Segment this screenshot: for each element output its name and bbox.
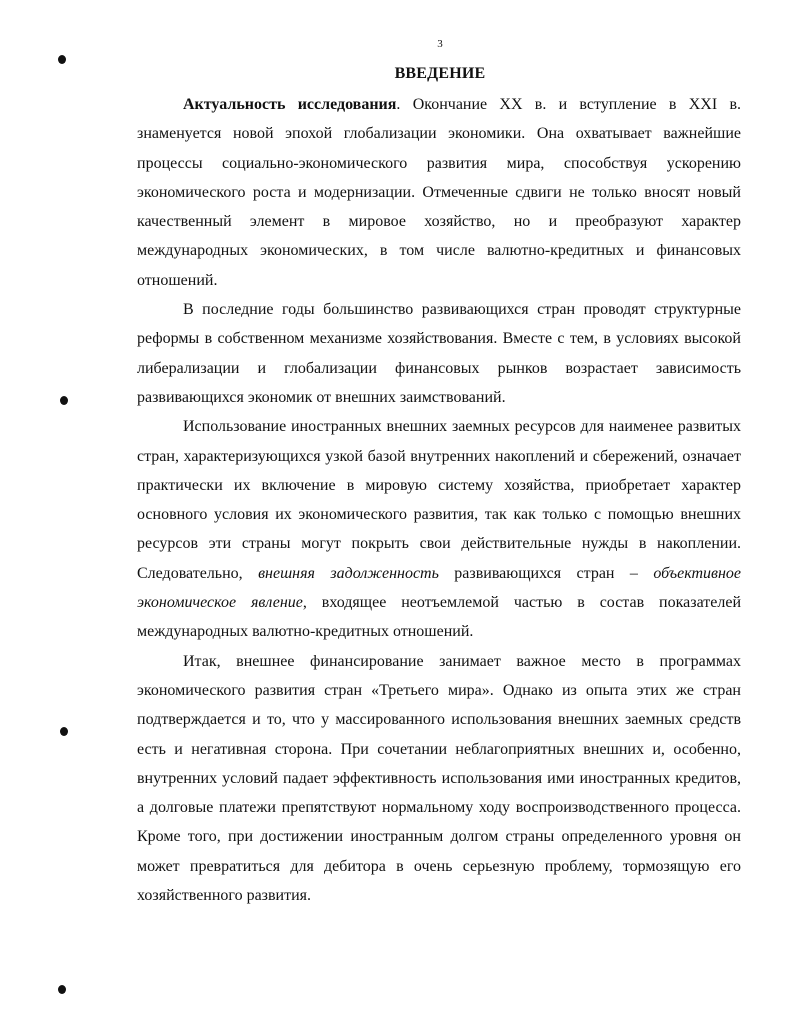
binding-hole-mark: [58, 985, 66, 994]
emphasis-text: объективное экономическое явление: [137, 564, 741, 612]
paragraph-text: Итак, внешнее финансирование занимает важное место в программах экономического развития стран «Третьего мира». Однако из опыта этих же стран подтверждается и то, что у массированного использования внешних заемных средств есть и негативная сторона. При сочетании неблагоприятных внешних и, особенно, внутренних условий падает эффективность использования ими иностранных кредитов, а долговые платежи препятствуют нормальному ходу воспроизводственного процесса. Кроме того, при достижении иностранным долгом страны определенного уровня он может превратиться для дебитора в очень серьезную проблему, тормозящую его хозяйственного развития.: [137, 652, 741, 905]
paragraph-text: . Окончание XX в. и вступление в XXI в. знаменуется новой эпохой глобализации экономики. Она охватывает важнейшие процессы социально-экономического развития мира, способствуя ускорению экономического роста и модернизации. Отмеченные сдвиги не только вносят новый качественный элемент в мировое хозяйство, но и преобразуют характер международных экономических, в том числе валютно-кредитных и финансовых отношений.: [137, 96, 741, 289]
paragraph-text: развивающихся стран –: [438, 564, 654, 582]
paragraph: [137, 647, 741, 911]
binding-hole-mark: [60, 727, 68, 736]
paragraph-text: В последние годы большинство развивающихся стран проводят структурные реформы в собственном механизме хозяйствования. Вместе с тем, в условиях высокой либерализации и глобализации финансовых рынков возрастает зависимость развивающихся экономик от внешних заимствований.: [137, 301, 741, 406]
page-title: ВВЕДЕНИЕ: [394, 65, 486, 82]
page-number: 3: [437, 38, 443, 50]
paragraph: [137, 295, 741, 412]
paragraph: [137, 90, 741, 295]
emphasis-text: внешняя задолженность: [258, 564, 439, 582]
document-body: [137, 90, 741, 910]
paragraph-text: , входящее неотъемлемой частью в состав показателей международных валютно-кредитных отношений.: [137, 594, 742, 641]
binding-hole-mark: [58, 55, 66, 64]
paragraph-lead: Актуальность исследования: [183, 96, 397, 113]
binding-hole-mark: [60, 396, 68, 405]
paragraph: [137, 412, 741, 646]
paragraph-text: Использование иностранных внешних заемных ресурсов для наименее развитых стран, характеризующихся узкой базой внутренних накоплений и сбережений, означает практически их включение в мировую систему хозяйства, приобретает характер основного условия их экономического развития, так как только с помощью внешних ресурсов эти страны могут покрыть свои действительные нужды в накоплении. Следовательно,: [137, 418, 741, 582]
